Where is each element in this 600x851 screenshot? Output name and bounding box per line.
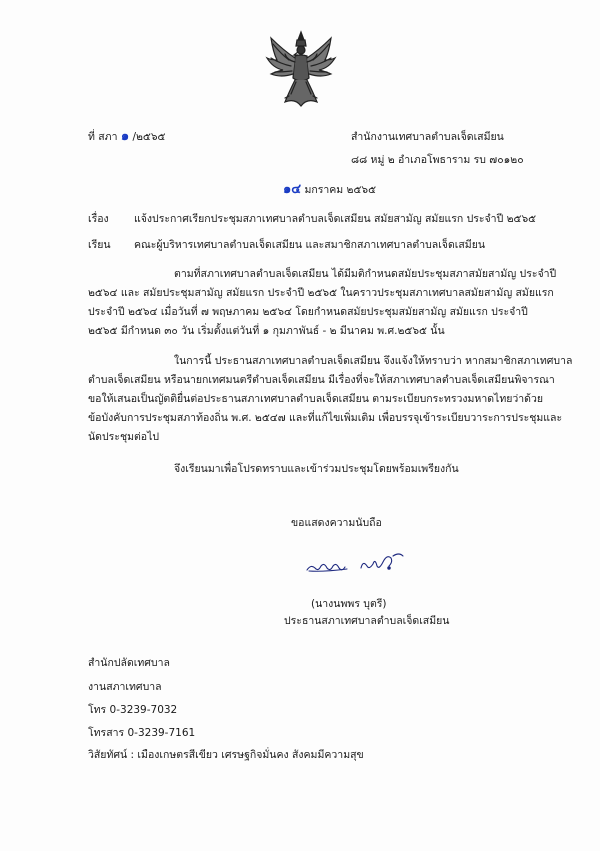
footer-vision: วิสัยทัศน์ : เมืองเกษตรสีเขียว เศรษฐกิจมั่นคง สังคมมีความสุข <box>88 749 364 761</box>
paragraph-line: ๒๕๖๔ และ สมัยประชุมสามัญ สมัยแรก ประจำปี ๒๕๖๕ ในคราวประชุมสภาเทศบาลสมัยสามัญ สมัยแรก <box>88 287 554 299</box>
paragraph-line: ตำบลเจ็ดเสมียน หรือนายกเทศมนตรีตำบลเจ็ดเสมียน มีเรื่องที่จะให้สภาเทศบาลตำบลเจ็ดเสมียนพิจารณา <box>88 374 555 386</box>
body-paragraph-3 <box>88 460 540 479</box>
paragraph-line: ข้อบังคับการประชุมสภาท้องถิ่น พ.ศ. ๒๕๔๗ และที่แก้ไขเพิ่มเติม เพื่อบรรจุเข้าระเบียบวาระการประชุมและ <box>88 412 563 424</box>
garuda-emblem-icon <box>265 30 337 112</box>
document-reference <box>88 130 165 144</box>
reference-number: ๑ <box>120 129 130 144</box>
sender-office: สำนักงานเทศบาลตำบลเจ็ดเสมียน <box>351 131 504 143</box>
subject-label: เรื่อง <box>88 213 109 225</box>
recipient-label: เรียน <box>88 239 111 251</box>
paragraph-line: ประจำปี ๒๕๖๔ เมื่อวันที่ ๗ พฤษภาคม ๒๕๖๔ โดยกำหนดสมัยประชุมสมัยสามัญ สมัยแรก ประจำปี <box>88 306 528 318</box>
date-day: ๑๔ <box>283 182 302 197</box>
paragraph-line: ตามที่สภาเทศบาลตำบลเจ็ดเสมียน ได้มีมติกำหนดสมัยประชุมสภาสมัยสามัญ ประจำปี <box>174 268 557 280</box>
footer-phone: โทร 0-3239-7032 <box>88 704 178 716</box>
paragraph-line: ๒๕๖๕ มีกำหนด ๓๐ วัน เริ่มตั้งแต่วันที่ ๑ กุมภาพันธ์ - ๒ มีนาคม พ.ศ.๒๕๖๕ นั้น <box>88 325 445 337</box>
date-month-year: มกราคม ๒๕๖๕ <box>304 184 377 196</box>
signatory-name: (นางนพพร บุตรี) <box>311 598 387 610</box>
body-paragraph-2 <box>88 352 573 447</box>
paragraph-line: นัดประชุมต่อไป <box>88 431 160 443</box>
handwritten-signature <box>303 548 413 578</box>
signatory-position: ประธานสภาเทศบาลตำบลเจ็ดเสมียน <box>284 615 450 627</box>
paragraph-line: ในการนี้ ประธานสภาเทศบาลตำบลเจ็ดเสมียน จึงแจ้งให้ทราบว่า หากสมาชิกสภาเทศบาล <box>174 355 573 367</box>
document-date <box>283 183 376 197</box>
body-paragraph-1 <box>88 265 557 341</box>
footer-division: สำนักปลัดเทศบาล <box>88 657 170 669</box>
footer-fax: โทรสาร 0-3239-7161 <box>88 727 196 739</box>
recipient-text: คณะผู้บริหารเทศบาลตำบลเจ็ดเสมียน และสมาชิกสภาเทศบาลตำบลเจ็ดเสมียน <box>134 239 486 251</box>
reference-prefix: ที่ สภา <box>88 131 118 143</box>
closing-salutation: ขอแสดงความนับถือ <box>291 517 382 529</box>
sender-address: ๘๘ หมู่ ๒ อำเภอโพธาราม รบ ๗๐๑๒๐ <box>351 154 524 166</box>
paragraph-line: ขอให้เสนอเป็นญัตติยื่นต่อประธานสภาเทศบาลตำบลเจ็ดเสมียน ตามระเบียบกระทรวงมหาดไทยว่าด้วย <box>88 393 544 405</box>
subject-text: แจ้งประกาศเรียกประชุมสภาเทศบาลตำบลเจ็ดเสมียน สมัยสามัญ สมัยแรก ประจำปี ๒๕๖๕ <box>134 213 537 225</box>
reference-suffix: /๒๕๖๕ <box>132 131 166 143</box>
paragraph-line: จึงเรียนมาเพื่อโปรดทราบและเข้าร่วมประชุมโดยพร้อมเพรียงกัน <box>174 463 459 475</box>
footer-section: งานสภาเทศบาล <box>88 681 162 693</box>
